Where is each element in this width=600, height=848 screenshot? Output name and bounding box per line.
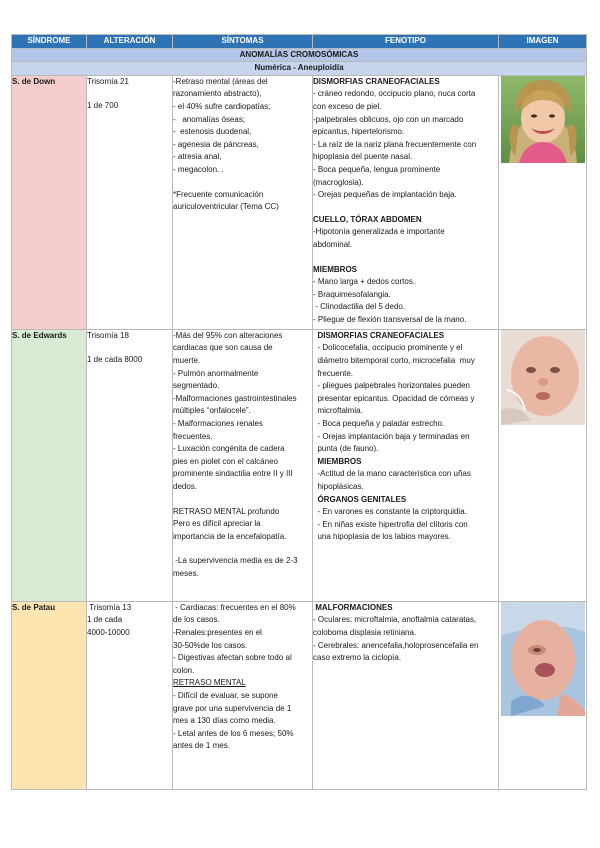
text-line: microftalmia. bbox=[313, 406, 363, 416]
text-line: hipoplasia del puente nasal. bbox=[313, 152, 413, 162]
text-line: -Actitud de la mano característica con uñas bbox=[313, 469, 471, 479]
text-line: -Malformaciones gastrointestinales bbox=[173, 393, 297, 403]
symptoms-cell bbox=[173, 75, 313, 329]
alteration-cell bbox=[87, 75, 173, 329]
text-line: punta (de fauno). bbox=[313, 444, 379, 454]
text-line: 1 de 700 bbox=[87, 101, 119, 111]
subsection-row bbox=[12, 62, 587, 76]
text-line: Pero es difícil apreciar la bbox=[173, 519, 261, 529]
text-line: - La raíz de la nariz plana frecuentemente con bbox=[313, 139, 477, 149]
phenotype-cell bbox=[313, 75, 499, 329]
text-line: RETRASO MENTAL bbox=[173, 678, 246, 688]
text-line: 30-50%de los casos. bbox=[173, 640, 248, 650]
text-line: - Orejas implantación baja y terminadas en bbox=[313, 431, 470, 441]
section-row bbox=[12, 48, 587, 62]
text-line: frecuente. bbox=[313, 368, 354, 378]
text-line: - Oculares: microftalmia, anoftalmia cataratas, bbox=[313, 615, 477, 625]
text-line: epicantus, hipertelorismo. bbox=[313, 127, 405, 137]
text-line: -Más del 95% con alteraciones bbox=[173, 330, 283, 340]
text-line: - atresia anal, bbox=[173, 152, 222, 162]
syndrome-name: S. de Down bbox=[12, 75, 87, 329]
text-line: - Clinodactilia del 5 dedo. bbox=[313, 302, 406, 312]
header-row bbox=[12, 35, 587, 49]
text-line: colon. bbox=[173, 665, 195, 675]
text-line: segmentado. bbox=[173, 381, 220, 391]
text-line: - Cardiacas: frecuentes en el 80% bbox=[173, 602, 296, 612]
text-line: - Pliegue de flexión transversal de la mano. bbox=[313, 314, 467, 324]
text-line: - Cerebrales: anencefalia,holoprosencefalia en bbox=[313, 640, 479, 650]
text-line: -Renales:presentes en el bbox=[173, 627, 262, 637]
text-line: Trisomía 13 bbox=[87, 602, 132, 612]
text-line: presentar epicantus. Opacidad de córneas y bbox=[313, 393, 475, 403]
spacer bbox=[313, 252, 498, 264]
text-line: 1 de cada 8000 bbox=[87, 355, 143, 365]
text-line: -Hipotonía generalizada e importante bbox=[313, 227, 445, 237]
syndrome-name: S. de Edwards bbox=[12, 329, 87, 601]
phenotype-cell bbox=[313, 601, 499, 789]
text-line: - Dolicocefalia, occipucio prominente y el bbox=[313, 343, 463, 353]
spacer bbox=[173, 494, 312, 506]
text-line: - Mano larga + dedos cortos. bbox=[313, 277, 416, 287]
symptoms-cell bbox=[173, 601, 313, 789]
text-line: cardiacas que son causa de bbox=[173, 343, 273, 353]
section-heading: ÓRGANOS GENITALES bbox=[313, 494, 407, 504]
text-line: -La supervivencia media es de 2-3 bbox=[173, 556, 298, 566]
spacer bbox=[87, 342, 172, 354]
text-line: - estenosis duodenal, bbox=[173, 127, 252, 137]
spacer bbox=[173, 177, 312, 189]
section-heading: MIEMBROS bbox=[313, 456, 362, 466]
text-line: - el 40% sufre cardiopatías; bbox=[173, 101, 271, 111]
table-row bbox=[12, 329, 587, 601]
newborn-with-edwards-syndrome-photo bbox=[501, 330, 585, 425]
alteration-cell bbox=[87, 329, 173, 601]
header-phenotype: FENOTIPO bbox=[313, 35, 499, 49]
text-line: auriculoventricular (Tema CC) bbox=[173, 202, 279, 212]
text-line: grave por una supervivencia de 1 bbox=[173, 703, 292, 713]
text-line: - agenesia de páncreas, bbox=[173, 139, 259, 149]
text-line: Trisomía 18 bbox=[87, 330, 129, 340]
text-line: - Difícil de evaluar, se supone bbox=[173, 690, 278, 700]
section-heading: MALFORMACIONES bbox=[313, 602, 393, 612]
text-line: frecuentes. bbox=[173, 431, 213, 441]
text-line: *Frecuente comunicación bbox=[173, 189, 264, 199]
text-line: múltiples “onfalocele”. bbox=[173, 406, 251, 416]
text-line: - Boca pequeña y paladar estrecho. bbox=[313, 418, 445, 428]
text-line: una hipoplasia de los labios mayores. bbox=[313, 532, 451, 542]
text-line: - anomalías óseas; bbox=[173, 114, 246, 124]
text-line: - Luxación congénita de cadera bbox=[173, 444, 285, 454]
text-line: muerte. bbox=[173, 355, 201, 365]
girl-with-down-syndrome-photo bbox=[501, 76, 585, 163]
text-line: razonamiento abstracto), bbox=[173, 89, 262, 99]
text-line: prominente sindactilia entre II y III bbox=[173, 469, 293, 479]
spacer bbox=[87, 88, 172, 100]
text-line: con exceso de piel. bbox=[313, 101, 382, 111]
syndrome-name: S. de Patau bbox=[12, 601, 87, 789]
symptoms-cell bbox=[173, 329, 313, 601]
syndromes-table bbox=[11, 34, 587, 790]
text-line: - Boca pequeña, lengua prominente bbox=[313, 164, 441, 174]
alteration-cell bbox=[87, 601, 173, 789]
text-line: - megacolon. . bbox=[173, 164, 224, 174]
section-title: ANOMALÍAS CROMOSÓMICAS bbox=[12, 48, 587, 62]
text-line: 4000-10000 bbox=[87, 627, 130, 637]
text-line: de los casos. bbox=[173, 615, 220, 625]
section-heading: DISMORFIAS CRANEOFACIALES bbox=[313, 76, 440, 86]
text-line: - cráneo redondo, occipucio plano, nuca corta bbox=[313, 89, 476, 99]
text-line: - Digestivas afectan sobre todo al bbox=[173, 653, 292, 663]
table-row bbox=[12, 601, 587, 789]
text-line: hipoplásicas. bbox=[313, 481, 364, 491]
section-heading: MIEMBROS bbox=[313, 264, 357, 274]
text-line: - En varones es constante la criptorquidia. bbox=[313, 507, 467, 517]
text-line: coloboma displasia retiniana. bbox=[313, 627, 417, 637]
text-line: -palpebrales oblicuos, ojo con un marcado bbox=[313, 114, 464, 124]
text-line: dedos. bbox=[173, 481, 198, 491]
text-line: - Orejas pequeñas de implantación baja. bbox=[313, 190, 457, 200]
image-cell bbox=[499, 75, 587, 329]
spacer bbox=[313, 202, 498, 214]
text-line: importancia de la encefalopatía. bbox=[173, 531, 287, 541]
header-alteration: ALTERACIÓN bbox=[87, 35, 173, 49]
image-cell bbox=[499, 329, 587, 601]
text-line: abdominal. bbox=[313, 239, 353, 249]
text-line: (macroglosia). bbox=[313, 177, 364, 187]
header-syndrome: SÍNDROME bbox=[12, 35, 87, 49]
subsection-title: Numérica - Aneuploidía bbox=[12, 62, 587, 76]
text-line: - Malformaciones renales bbox=[173, 418, 263, 428]
text-line: - En niñas existe hipertrofia del clítoris con bbox=[313, 519, 468, 529]
text-line: -Retraso mental (áreas del bbox=[173, 76, 268, 86]
text-line: mes a 130 días como media. bbox=[173, 716, 276, 726]
text-line: diámetro bitemporal corto, microcefalia muy bbox=[313, 355, 475, 365]
text-line: - Pulmón anormalmente bbox=[173, 368, 259, 378]
text-line: - Braquimesofalangia. bbox=[313, 289, 391, 299]
text-line: RETRASO MENTAL profundo bbox=[173, 506, 280, 516]
section-heading: DISMORFIAS CRANEOFACIALES bbox=[313, 330, 445, 340]
text-line: pies en piolet con el calcáneo bbox=[173, 456, 278, 466]
text-line: 1 de cada bbox=[87, 615, 123, 625]
text-line: antes de 1 mes. bbox=[173, 741, 230, 751]
section-heading: CUELLO, TÓRAX ABDOMEN bbox=[313, 214, 422, 224]
phenotype-cell bbox=[313, 329, 499, 601]
text-line: - Letal antes de los 6 meses; 50% bbox=[173, 728, 294, 738]
text-line: caso extremo la ciclopía. bbox=[313, 653, 402, 663]
header-symptoms: SÍNTOMAS bbox=[173, 35, 313, 49]
infant-with-patau-syndrome-photo bbox=[501, 602, 585, 716]
text-line: Trisomía 21 bbox=[87, 76, 129, 86]
header-image: IMAGEN bbox=[499, 35, 587, 49]
image-cell bbox=[499, 601, 587, 789]
text-line: meses. bbox=[173, 568, 199, 578]
spacer bbox=[173, 543, 312, 555]
table-row bbox=[12, 75, 587, 329]
text-line: - pliegues palpebrales horizontales pueden bbox=[313, 381, 471, 391]
